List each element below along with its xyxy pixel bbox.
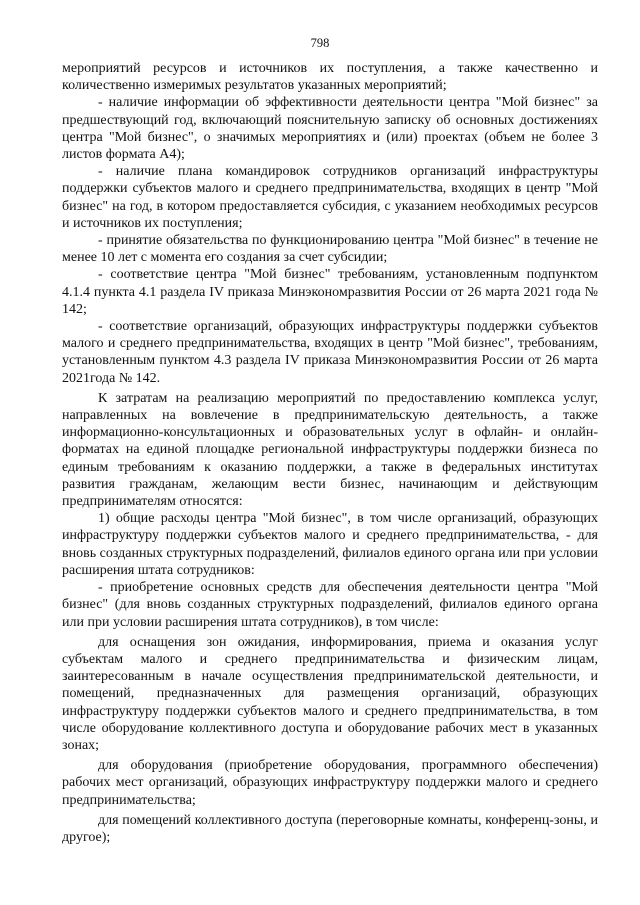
- paragraph: для оборудования (приобретение оборудования, программного обеспечения) рабочих мест организаций, образующих инфраструктуру поддержки малого и среднего предпринимательства;: [62, 758, 598, 808]
- paragraph: - приобретение основных средств для обеспечения деятельности центра "Мой бизнес" (для вновь созданных структурных подразделений, филиалов единого органа или при условии расширения штата сотрудников), в том числе:: [62, 580, 598, 630]
- paragraph: для помещений коллективного доступа (переговорные комнаты, конференц-зоны, и другое);: [62, 812, 598, 845]
- page-number: 798: [310, 36, 330, 50]
- paragraph: мероприятий ресурсов и источников их поступления, а также качественно и количественно измеримых результатов указанных мероприятий;: [62, 61, 598, 94]
- paragraph: - принятие обязательства по функционированию центра "Мой бизнес" в течение не менее 10 лет с момента его создания за счет субсидии;: [62, 233, 598, 266]
- paragraph: К затратам на реализацию мероприятий по предоставлению комплекса услуг, направленных на вовлечение в предпринимательскую деятельность, а также информационно-консультационных и образовательных услуг в офлайн- и онлайн-форматах на единой площадке региональной инфраструктуры поддержки бизнеса по единым требованиям к оказанию поддержки, а также в федеральных институтах развития гражданам, желающим вести бизнес, начинающим и действующим предпринимателям относятся:: [62, 390, 598, 510]
- paragraph: - соответствие организаций, образующих инфраструктуры поддержки субъектов малого и среднего предпринимательства, входящих в центр "Мой бизнес", требованиям, установленным пунктом 4.3 раздела IV приказа Минэкономразвития России от 26 марта 2021года № 142.: [62, 319, 598, 386]
- paragraph: - наличие информации об эффективности деятельности центра "Мой бизнес" за предшествующий год, включающий пояснительную записку об основных достижениях центра "Мой бизнес", о значимых мероприятиях и (или) проектах (объем не более 3 листов формата А4);: [62, 95, 598, 163]
- paragraph: - наличие плана командировок сотрудников организаций инфраструктуры поддержки субъектов малого и среднего предпринимательства, входящих в центр "Мой бизнес" на год, в котором предоставляется субсидия, с указанием необходимых ресурсов и источников их поступления;: [62, 164, 598, 231]
- paragraph: 1) общие расходы центра "Мой бизнес", в том числе организаций, образующих инфраструктуру поддержки субъектов малого и среднего предпринимательства, - для вновь созданных структурных подразделений, филиалов единого органа или при условии расширения штата сотрудников:: [62, 511, 598, 578]
- document-body: [62, 60, 598, 846]
- paragraph: для оснащения зон ожидания, информирования, приема и оказания услуг субъектам малого и среднего предпринимательства и физическим лицам, заинтересованным в начале осуществления предпринимательской деятельности, и помещений, предназначенных для размещения организаций, образующих инфраструктуру поддержки субъектов малого и среднего предпринимательства, в том числе оборудование коллективного доступа и оборудование рабочих мест в указанных зонах;: [62, 634, 598, 753]
- paragraph: - соответствие центра "Мой бизнес" требованиям, установленным подпунктом 4.1.4 пункта 4.1 раздела IV приказа Минэкономразвития России от 26 марта 2021 года № 142;: [62, 267, 598, 317]
